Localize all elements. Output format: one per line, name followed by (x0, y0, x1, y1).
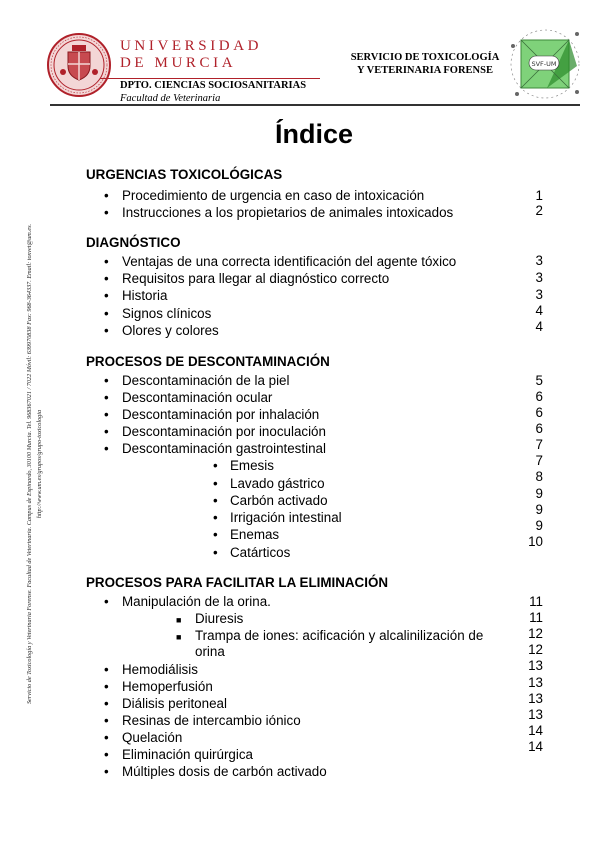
toc-page-number: 3 (535, 270, 543, 285)
toc-page-number: 5 (535, 373, 543, 388)
section-heading-urgencias: URGENCIAS TOXICOLÓGICAS (86, 167, 283, 182)
toc-page-number: 12 (528, 626, 543, 641)
department-name: DPTO. CIENCIAS SOCIOSANITARIAS (120, 80, 307, 91)
toc-item: • Hemoperfusión (104, 679, 213, 694)
header-rule (50, 104, 580, 106)
section-heading-descontaminacion: PROCESOS DE DESCONTAMINACIÓN (86, 354, 330, 369)
side-text-contact: Servicio de Toxicología y Veterinaria Forense. Facultad de Veterinaria. Campus de Espinardo, 30100 Murcia. Tel. 968367021 / 7022 Móvil: 639970838 Fax: 968-364337. Email: toxvet@um.es. (26, 223, 33, 705)
university-name-line2: DE MURCIA (120, 55, 237, 71)
service-name-line2: Y VETERINARIA FORENSE (357, 64, 493, 76)
faculty-name: Facultad de Veterinaria (120, 93, 221, 104)
toc-subitem: • Carbón activado (213, 493, 328, 508)
toc-item: • Ventajas de una correcta identificación del agente tóxico (104, 254, 457, 269)
service-name (340, 52, 510, 77)
toc-page-number: 9 (535, 486, 543, 501)
toc-page-number: 7 (535, 453, 543, 468)
toc-page-number: 6 (535, 405, 543, 420)
toc-page-number: 4 (535, 303, 543, 318)
toc-page-number: 11 (529, 610, 543, 625)
toc-item: • Diálisis peritoneal (104, 696, 227, 711)
page-title: Índice (274, 119, 354, 149)
toc-page-number: 7 (535, 437, 543, 452)
toc-item: • Historia (104, 288, 168, 303)
toc-subitem: ■ Trampa de iones: acificación y alcalinilización de (176, 628, 484, 643)
toc-subitem: • Enemas (213, 527, 280, 542)
university-name (120, 38, 262, 72)
toc-item: • Descontaminación gastrointestinal (104, 441, 326, 456)
toc-page-number: 14 (528, 723, 543, 738)
toc-item: • Procedimiento de urgencia en caso de intoxicación (104, 188, 425, 203)
toc-page-number: 2 (535, 203, 543, 218)
toc-subitem: • Irrigación intestinal (213, 510, 342, 525)
vertical-side-text (25, 79, 65, 849)
toc-subitem: ■ Diuresis (176, 611, 244, 626)
service-logo-text: SVF-UM (531, 60, 557, 68)
toc-subitem: • Lavado gástrico (213, 476, 325, 491)
side-text-url: http://www.um.es/grupos/grupo-toxicologia (36, 409, 43, 519)
toc-item: • Requisitos para llegar al diagnóstico correcto (104, 271, 390, 286)
toc-page-number: 6 (535, 389, 543, 404)
toc-page-number: 13 (528, 658, 543, 673)
toc-item: • Instrucciones a los propietarios de animales intoxicados (104, 205, 454, 220)
section-heading-eliminacion: PROCESOS PARA FACILITAR LA ELIMINACIÓN (86, 575, 389, 590)
toc-page-number: 9 (535, 518, 543, 533)
toc-item: • Hemodiálisis (104, 662, 198, 677)
toc-item: • Quelación (104, 730, 183, 745)
toc-subitem-continuation: orina (195, 644, 225, 659)
toc-item: • Descontaminación por inhalación (104, 407, 320, 422)
toc-item: • Descontaminación de la piel (104, 373, 290, 388)
toc-page-number: 3 (535, 253, 543, 268)
toc-page-number: 10 (528, 534, 543, 549)
toc-page-number: 13 (528, 707, 543, 722)
toc-item: • Descontaminación por inoculación (104, 424, 326, 439)
toc-page-number: 8 (535, 469, 543, 484)
toc-subitem: • Catárticos (213, 545, 291, 560)
toc-item: • Signos clínicos (104, 306, 212, 321)
toc-item: • Descontaminación ocular (104, 390, 273, 405)
service-logo (507, 26, 583, 102)
toc-page-number: 9 (535, 502, 543, 517)
toc-page-number: 13 (528, 691, 543, 706)
toc-page-number: 13 (528, 675, 543, 690)
toc-item: • Manipulación de la orina. (104, 594, 271, 609)
toc-page-number: 14 (528, 739, 543, 754)
university-name-line1: UNIVERSIDAD (120, 38, 263, 54)
toc-item: • Resinas de intercambio iónico (104, 713, 301, 728)
toc-page-number: 4 (535, 319, 543, 334)
toc-page-number: 3 (535, 287, 543, 302)
section-heading-diagnostico: DIAGNÓSTICO (86, 235, 181, 250)
toc-item: • Eliminación quirúrgica (104, 747, 253, 762)
toc-item: • Olores y colores (104, 323, 219, 338)
toc-item: • Múltiples dosis de carbón activado (104, 764, 327, 779)
toc-subitem: • Emesis (213, 458, 274, 473)
toc-page-number: 1 (535, 188, 543, 203)
toc-page-number: 11 (529, 594, 543, 609)
service-name-line1: SERVICIO DE TOXICOLOGÍA (350, 52, 500, 63)
toc-page-number: 12 (528, 642, 543, 657)
toc-page-number: 6 (535, 421, 543, 436)
header-red-rule (100, 78, 320, 79)
